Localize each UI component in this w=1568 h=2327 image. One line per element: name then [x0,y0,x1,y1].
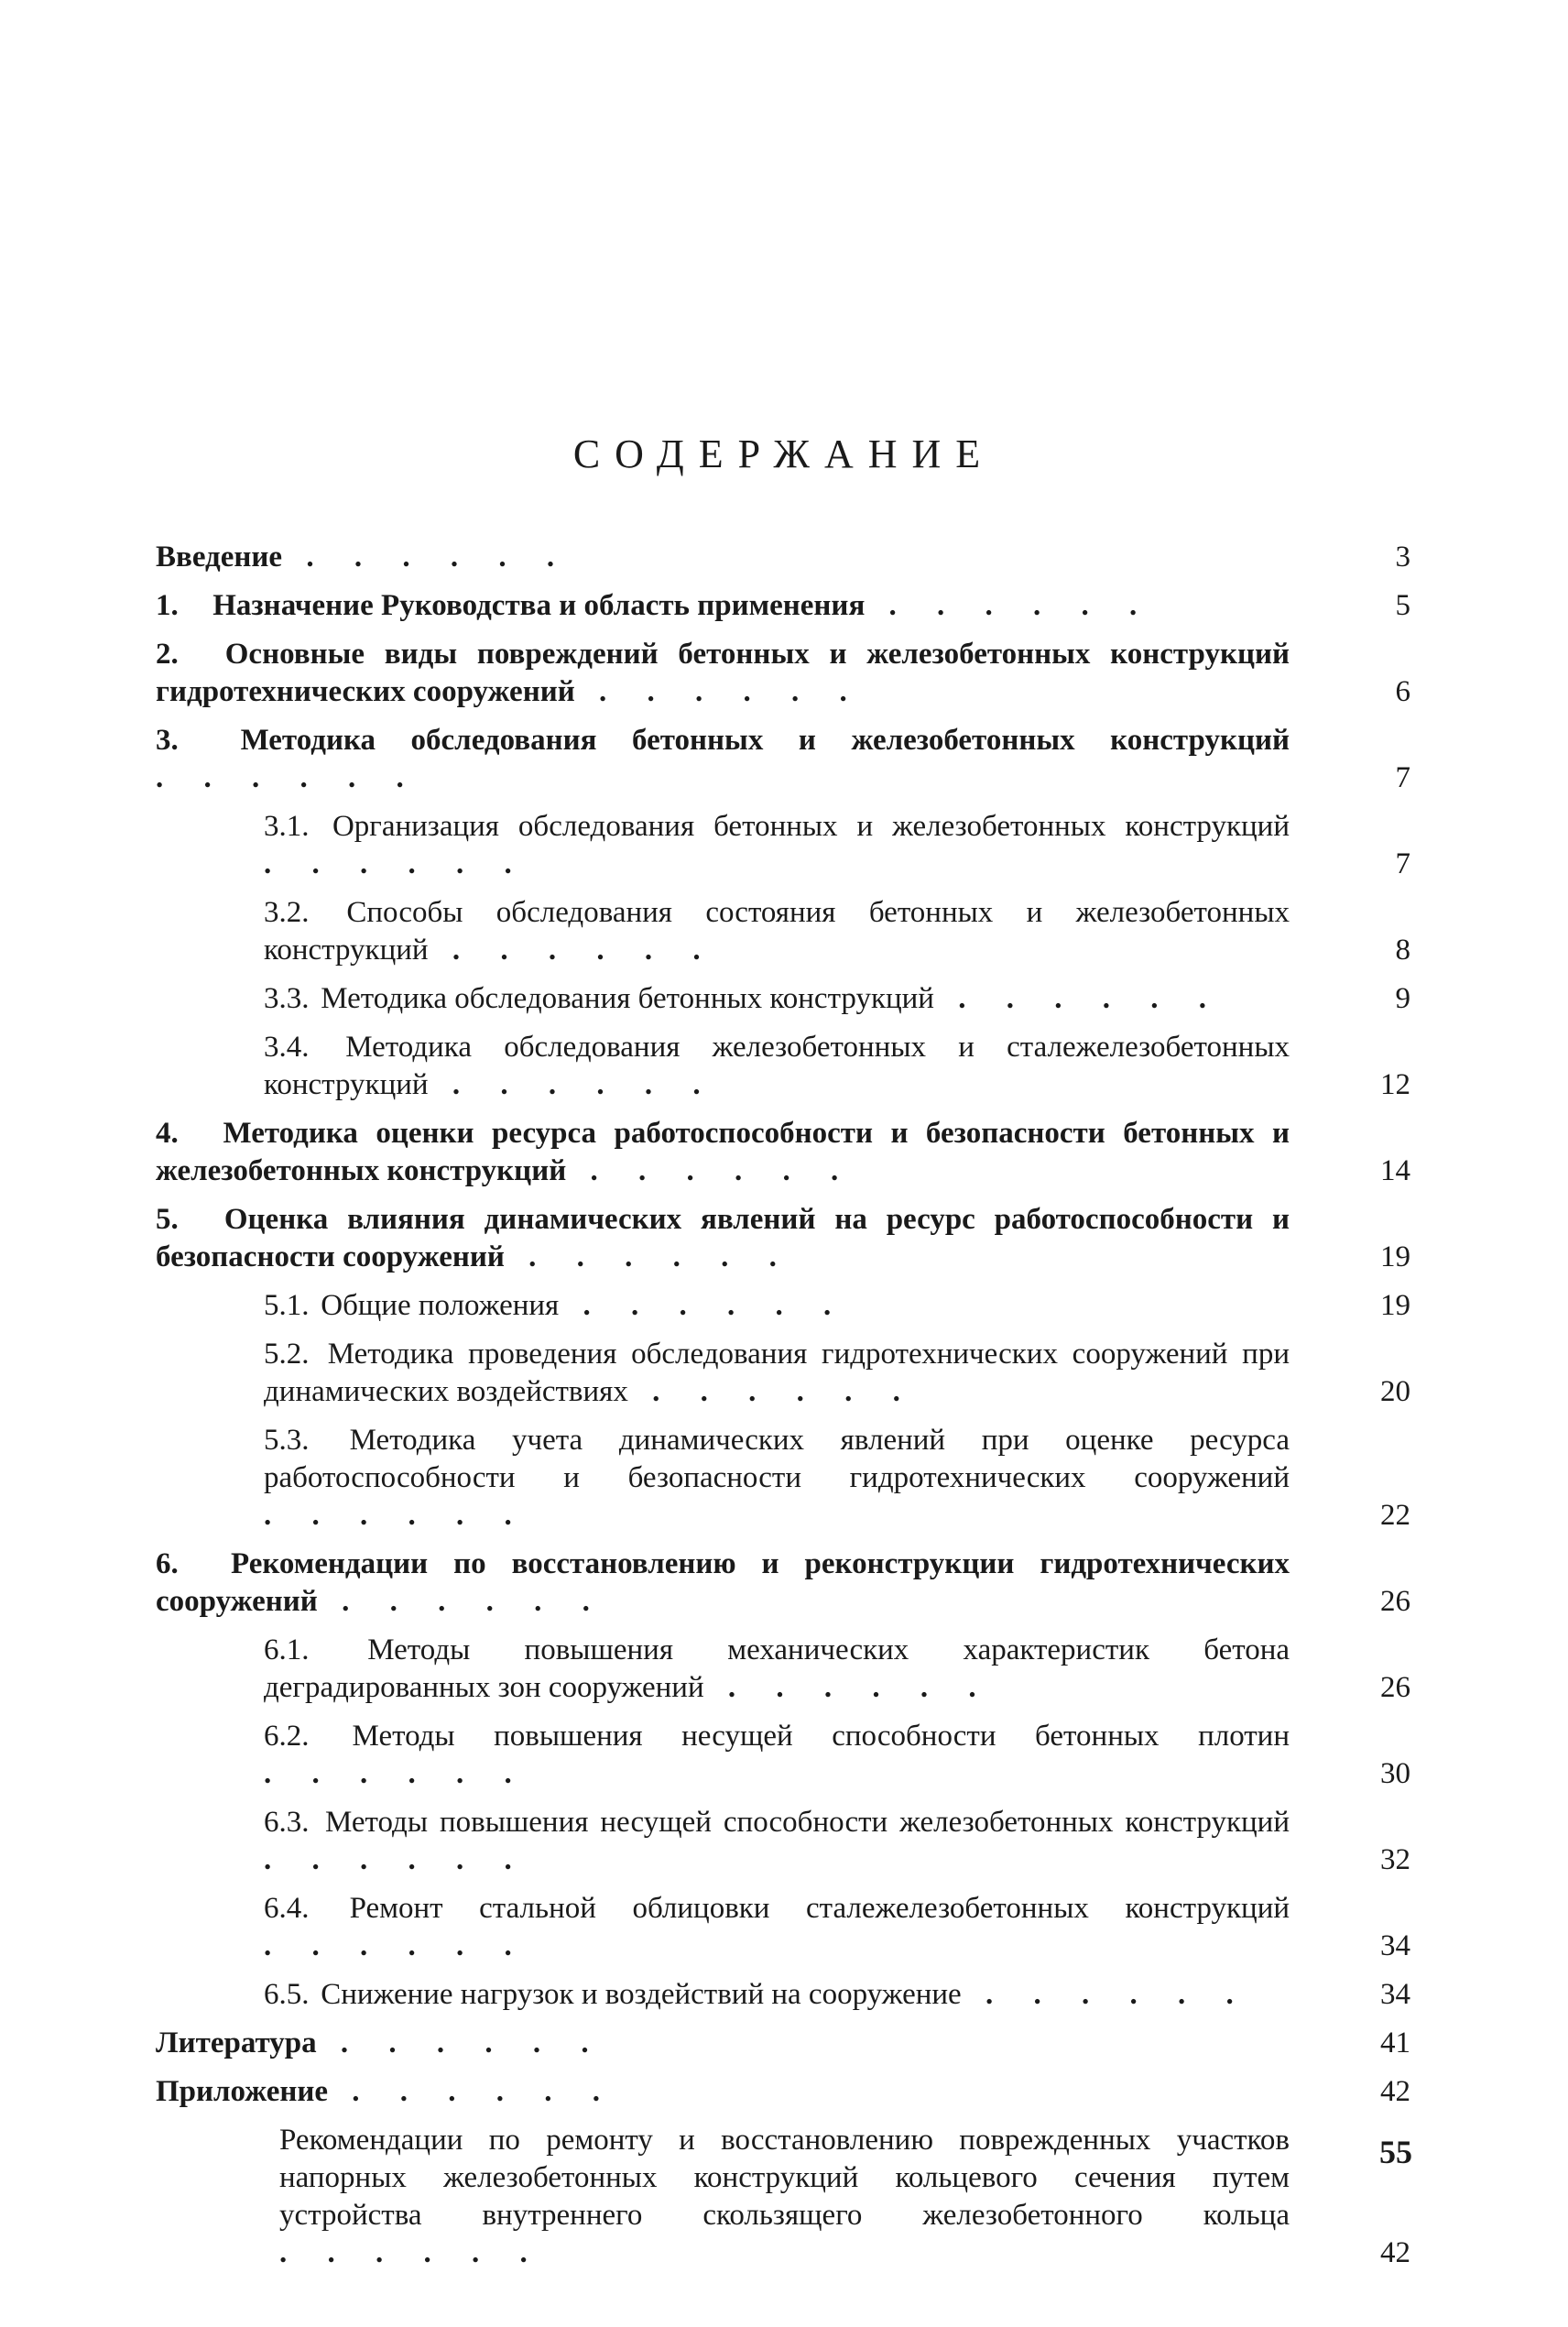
toc-entry-page: 9 [1395,982,1410,1015]
toc-entry [156,1718,1410,1793]
toc-entry-page: 12 [1380,1068,1410,1101]
toc-entry [156,980,1410,1018]
toc-entry-text [156,2025,1290,2062]
toc-entry [156,2122,1410,2272]
toc-entry-label: Методика оценки ресурса работоспособности и безопасности бетонных и железобетонных конструкций [156,1117,1290,1187]
toc-entry-label: Общие положения [321,1289,560,1322]
toc-entry-number: 5.3. [264,1424,310,1457]
table-of-contents [156,539,1410,2283]
dot-leader: . . . . . . [328,2075,617,2108]
dot-leader: . . . . . . [504,1240,793,1273]
toc-entry-number: 5.2. [264,1338,310,1371]
toc-entry-label: Методика обследования железобетонных и сталежелезобетонных конструкций [264,1031,1290,1101]
toc-entry-text [264,1804,1290,1879]
toc-entry-page: 7 [1395,847,1410,880]
toc-entry [156,1546,1410,1621]
toc-entry [156,894,1410,969]
toc-entry-number: 3.4. [264,1031,310,1064]
toc-entry-number: 1. [156,589,179,622]
toc-entry-label: Методика обследования бетонных и железобетонных конструкций [240,724,1290,757]
toc-entry-text [156,1201,1290,1276]
dot-leader: . . . . . . [264,1757,528,1790]
toc-entry [156,1287,1410,1325]
toc-entry [156,1336,1410,1411]
dot-leader: . . . . . . [566,1154,855,1187]
toc-entry-label: Оценка влияния динамических явлений на ресурс работоспособности и безопасности сооружений [156,1203,1290,1273]
toc-entry-number: 6.2. [264,1720,310,1753]
toc-entry-page: 3 [1395,541,1410,574]
toc-entry [156,1029,1410,1104]
toc-entry-page: 19 [1380,1240,1410,1273]
toc-entry-text [264,1890,1290,1965]
toc-entry-label: Методы повышения механических характеристик бетона деградированных зон сооружений [264,1633,1290,1704]
toc-entry-number: 3.3. [264,982,310,1015]
toc-entry [156,1632,1410,1707]
toc-entry-text [264,1718,1290,1793]
dot-leader: . . . . . . [574,675,864,708]
toc-entry [156,1422,1410,1535]
toc-entry-label: Литература [156,2027,317,2059]
toc-entry-text [264,980,1290,1018]
dot-leader: . . . . . . [282,541,572,574]
toc-entry [156,2073,1410,2111]
toc-entry-number: 6.5. [264,1978,310,2011]
toc-entry-number: 5.1. [264,1289,310,1322]
toc-entry-label: Основные виды повреждений бетонных и железобетонных конструкций гидротехнических сооружений [156,638,1290,708]
toc-entry [156,539,1410,576]
toc-entry [156,1201,1410,1276]
dot-leader: . . . . . . [317,1585,606,1618]
toc-entry-label: Методика проведения обследования гидротехнических сооружений при динамических воздействиях [264,1338,1290,1408]
toc-entry [156,722,1410,797]
toc-entry-page: 42 [1380,2075,1410,2108]
toc-entry [156,587,1410,625]
toc-entry [156,1890,1410,1965]
dot-leader: . . . . . . [961,1978,1250,2011]
toc-entry-page: 19 [1380,1289,1410,1322]
contents-title: СОДЕРЖАНИЕ [572,432,996,476]
dot-leader: . . . . . . [264,1929,528,1962]
toc-entry-page: 26 [1380,1671,1410,1704]
toc-entry-page: 22 [1380,1499,1410,1532]
toc-entry-text [264,1632,1290,1707]
toc-entry-page: 32 [1380,1843,1410,1876]
toc-entry-text [264,1029,1290,1104]
toc-entry-label: Методы повышения несущей способности железобетонных конструкций [324,1806,1290,1839]
toc-entry-number: 3.1. [264,810,310,843]
toc-entry [156,1976,1410,2014]
dot-leader: . . . . . . [559,1289,848,1322]
dot-leader: . . . . . . [933,982,1223,1015]
toc-entry-label: Ремонт стальной облицовки сталежелезобетонных конструкций [349,1892,1290,1925]
dot-leader: . . . . . . [264,1843,528,1876]
toc-entry-number: 5. [156,1203,179,1236]
toc-entry-number: 3.2. [264,896,310,929]
toc-entry-text [156,636,1290,711]
toc-entry-number: 6. [156,1547,179,1580]
toc-entry-text [156,2073,1290,2111]
toc-entry-page: 26 [1380,1585,1410,1618]
toc-entry-label: Рекомендации по ремонту и восстановлению поврежденных участков напорных железобетонных конструкций кольцевого сечения путем устройства внутреннего скользящего железобетонного кольца [279,2124,1290,2232]
toc-entry-number: 4. [156,1117,179,1150]
toc-entry-page: 30 [1380,1757,1410,1790]
toc-entry-page: 6 [1395,675,1410,708]
toc-entry-label: Методика обследования бетонных конструкций [321,982,934,1015]
dot-leader: . . . . . . [703,1671,993,1704]
toc-entry-page: 7 [1395,761,1410,794]
toc-entry-label: Приложение [156,2075,329,2108]
toc-entry-number: 6.3. [264,1806,310,1839]
toc-entry-page: 42 [1380,2236,1410,2269]
dot-leader: . . . . . . [865,589,1154,622]
toc-entry-page: 41 [1380,2027,1410,2059]
toc-entry [156,808,1410,883]
toc-entry-page: 5 [1395,589,1410,622]
toc-entry-number: 6.1. [264,1633,310,1666]
toc-entry-text [264,1976,1290,2014]
toc-entry-number: 2. [156,638,179,671]
dot-leader: . . . . . . [428,1068,717,1101]
toc-entry-text [264,1287,1290,1325]
dot-leader: . . . . . . [428,934,717,967]
toc-entry-text [156,587,1290,625]
toc-entry-label: Рекомендации по восстановлению и реконструкции гидротехнических сооружений [156,1547,1290,1618]
toc-entry-page: 34 [1380,1929,1410,1962]
toc-entry-text [279,2122,1290,2272]
dot-leader: . . . . . . [627,1375,917,1408]
toc-entry-text [264,1422,1290,1535]
dot-leader: . . . . . . [264,1499,528,1532]
toc-entry-text [156,1115,1290,1190]
toc-entry-label: Назначение Руководства и область применения [212,589,866,622]
toc-entry-text [156,1546,1290,1621]
dot-leader: . . . . . . [156,761,420,794]
toc-entry [156,1115,1410,1190]
toc-entry-label: Введение [156,541,283,574]
dot-leader: . . . . . . [279,2236,544,2269]
toc-entry-page: 34 [1380,1978,1410,2011]
dot-leader: . . . . . . [264,847,528,880]
toc-entry-text [264,894,1290,969]
toc-entry [156,636,1410,711]
toc-entry-page: 14 [1380,1154,1410,1187]
toc-entry-page: 20 [1380,1375,1410,1408]
toc-entry-label: Способы обследования состояния бетонных и железобетонных конструкций [264,896,1290,967]
toc-entry-number: 6.4. [264,1892,310,1925]
toc-entry-text [156,539,1290,576]
page-number: 55 [1379,2134,1412,2170]
toc-entry-label: Методика учета динамических явлений при оценке ресурса работоспособности и безопасности гидротехнических сооружений [264,1424,1290,1494]
toc-entry-label: Организация обследования бетонных и железобетонных конструкций [332,810,1290,843]
toc-entry-page: 8 [1395,934,1410,967]
toc-entry-text [264,808,1290,883]
toc-entry-label: Снижение нагрузок и воздействий на сооружение [321,1978,962,2011]
dot-leader: . . . . . . [316,2027,605,2059]
toc-entry-number: 3. [156,724,179,757]
toc-entry [156,2025,1410,2062]
toc-entry-label: Методы повышения несущей способности бетонных плотин [352,1720,1290,1753]
toc-entry [156,1804,1410,1879]
toc-entry-text [156,722,1290,797]
toc-entry-text [264,1336,1290,1411]
